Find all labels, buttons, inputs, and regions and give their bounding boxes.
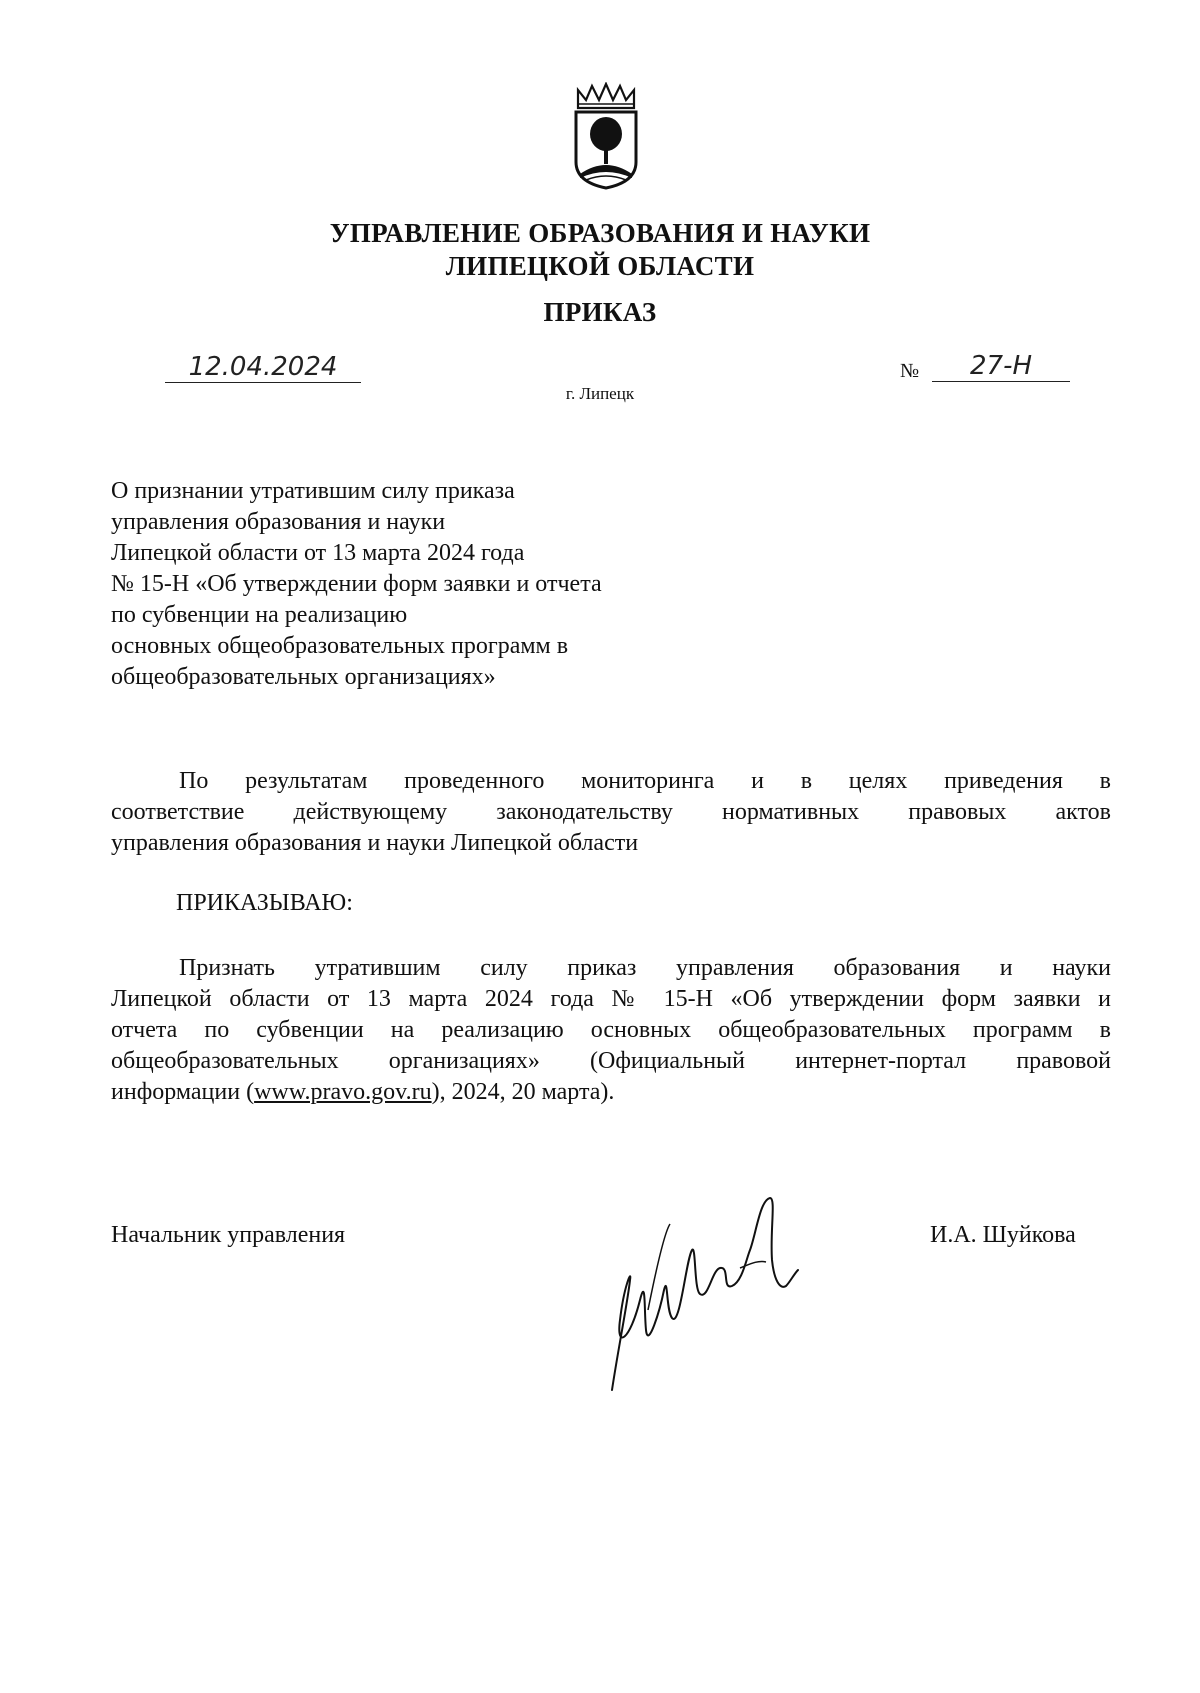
subject-line: О признании утратившим силу приказа (111, 478, 515, 504)
subject-line: управления образования и науки (111, 509, 446, 535)
subject-line: Липецкой области от 13 марта 2024 года (111, 540, 525, 566)
order-text-line: отчета по субвенции на реализацию основных общеобразовательных программ в (111, 1017, 1111, 1043)
order-text-line: общеобразовательных организациях» (Официальный интернет-портал правовой (111, 1048, 1111, 1074)
preamble-line: По результатам проведенного мониторинга и в целях приведения в (179, 768, 1111, 794)
order-text-line: Липецкой области от 13 марта 2024 года № 15-Н «Об утверждении форм заявки и (111, 986, 1111, 1012)
subject-line: № 15-Н «Об утверждении форм заявки и отчета (111, 571, 602, 597)
subject-line: основных общеобразовательных программ в (111, 633, 569, 659)
order-subject (111, 476, 602, 693)
order-date: 12.04.2024 (165, 352, 361, 383)
org-name-line1: УПРАВЛЕНИЕ ОБРАЗОВАНИЯ И НАУКИ (329, 218, 871, 248)
number-sign: № (900, 360, 920, 382)
preamble (111, 766, 1111, 859)
order-text-line: Признать утратившим силу приказ управления образования и науки (179, 955, 1111, 981)
org-name-line2: ЛИПЕЦКОЙ ОБЛАСТИ (445, 251, 755, 281)
order-text-line: информации (www.pravo.gov.ru), 2024, 20 марта). (111, 1079, 615, 1105)
signatory-position: Начальник управления (111, 1222, 346, 1248)
handwritten-signature (600, 1190, 830, 1400)
pravo-gov-link[interactable]: www.pravo.gov.ru (254, 1079, 432, 1105)
preamble-line: управления образования и науки Липецкой области (111, 830, 639, 856)
order-word: ПРИКАЗЫВАЮ: (176, 890, 353, 916)
city: г. Липецк (565, 384, 635, 403)
subject-line: по субвенции на реализацию (111, 602, 408, 628)
coat-of-arms-icon (572, 82, 640, 192)
subject-line: общеобразовательных организациях» (111, 664, 496, 690)
preamble-line: соответствие действующему законодательству нормативных правовых актов (111, 799, 1111, 825)
order-text (111, 953, 1111, 1108)
document-type: ПРИКАЗ (543, 297, 657, 327)
signatory-name: И.А. Шуйкова (930, 1222, 1076, 1248)
order-number: 27-Н (932, 351, 1070, 382)
